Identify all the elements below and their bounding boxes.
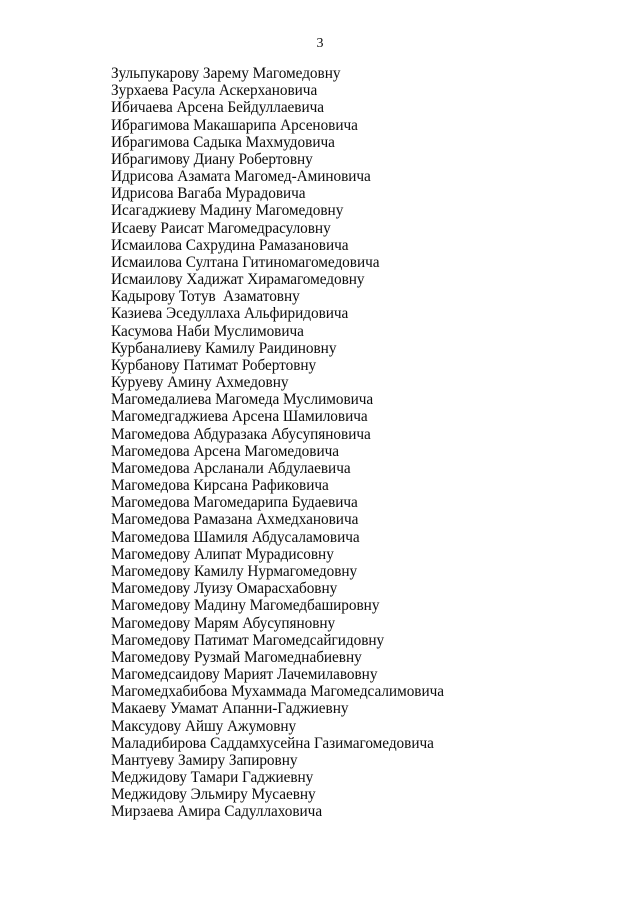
list-item: Магомедову Луизу Омарасхабовну	[111, 580, 338, 598]
list-item: Меджидову Тамари Гаджиевну	[111, 769, 314, 787]
list-item: Мантуеву Замиру Запировну	[111, 751, 298, 769]
list-item: Магомедалиева Магомеда Муслимовича	[111, 391, 374, 409]
list-item: Ибрагимова Макашарипа Арсеновича	[111, 116, 358, 134]
list-item: Магомедсаидову Марият Лачемилавовну	[111, 666, 378, 684]
list-item: Магомедова Арсланали Абдулаевича	[111, 459, 351, 477]
list-item: Меджидову Эльмиру Мусаевну	[111, 786, 316, 804]
list-item: Магомедова Магомедарипа Будаевича	[111, 494, 358, 512]
list-item: Кадырову Тотув Азаматовну	[111, 288, 300, 306]
name-list	[111, 65, 631, 821]
list-item: Ибичаева Арсена Бейдуллаевича	[111, 99, 324, 117]
list-item: Магомедову Мадину Магомедбашировну	[111, 597, 380, 615]
list-item: Курбанову Патимат Робертовну	[111, 356, 317, 374]
list-item: Магомедову Алипат Мурадисовну	[111, 545, 334, 563]
list-item: Магомедхабибова Мухаммада Магомедсалимовича	[111, 683, 444, 701]
list-item: Исаеву Раисат Магомедрасуловну	[111, 219, 331, 237]
list-item: Магомедова Рамазана Ахмедхановича	[111, 511, 359, 529]
list-item: Зурхаева Расула Аскерхановича	[111, 82, 318, 100]
list-item: Магомедову Патимат Магомедсайгидовну	[111, 631, 385, 649]
list-item: Магомедгаджиева Арсена Шамиловича	[111, 408, 368, 426]
page-number-text: 3	[316, 36, 324, 51]
list-item: Магомедова Шамиля Абдусаламовича	[111, 528, 360, 546]
list-item: Магомедова Арсена Магомедовича	[111, 442, 339, 460]
list-item: Исмаилову Хадижат Хирамагомедовну	[111, 271, 365, 289]
list-item: Идрисова Вагаба Мурадовича	[111, 185, 306, 203]
list-item: Макаеву Умамат Апанни-Гаджиевну	[111, 700, 349, 718]
page-number	[0, 36, 640, 52]
list-item: Магомедова Абдуразака Абусупяновича	[111, 425, 371, 443]
list-item: Магомедову Марям Абусупяновну	[111, 614, 336, 632]
list-item: Касумова Наби Муслимовича	[111, 322, 304, 340]
list-item: Курбаналиеву Камилу Раидиновну	[111, 339, 337, 357]
list-item: Ибрагимова Садыка Махмудовича	[111, 133, 335, 151]
list-item: Казиева Эседуллаха Альфиридовича	[111, 305, 349, 323]
list-item: Маладибирова Саддамхусейна Газимагомедовича	[111, 734, 434, 752]
list-item: Мирзаева Амира Садуллаховича	[111, 803, 323, 821]
list-item: Магомедову Рузмай Магомеднабиевну	[111, 648, 362, 666]
list-item: Куруеву Амину Ахмедовну	[111, 374, 289, 392]
list-item: Зульпукарову Зарему Магомедовну	[111, 65, 341, 82]
list-item: Магомедову Камилу Нурмагомедовну	[111, 562, 358, 580]
list-item: Идрисова Азамата Магомед-Аминовича	[111, 168, 371, 186]
list-item: Магомедова Кирсана Рафиковича	[111, 477, 329, 495]
list-item: Исмаилова Султана Гитиномагомедовича	[111, 253, 380, 271]
list-item: Ибрагимову Диану Робертовну	[111, 150, 313, 168]
list-item: Исмаилова Сахрудина Рамазановича	[111, 236, 349, 254]
list-item: Максудову Айшу Ажумовну	[111, 717, 297, 735]
list-item: Исагаджиеву Мадину Магомедовну	[111, 202, 344, 220]
